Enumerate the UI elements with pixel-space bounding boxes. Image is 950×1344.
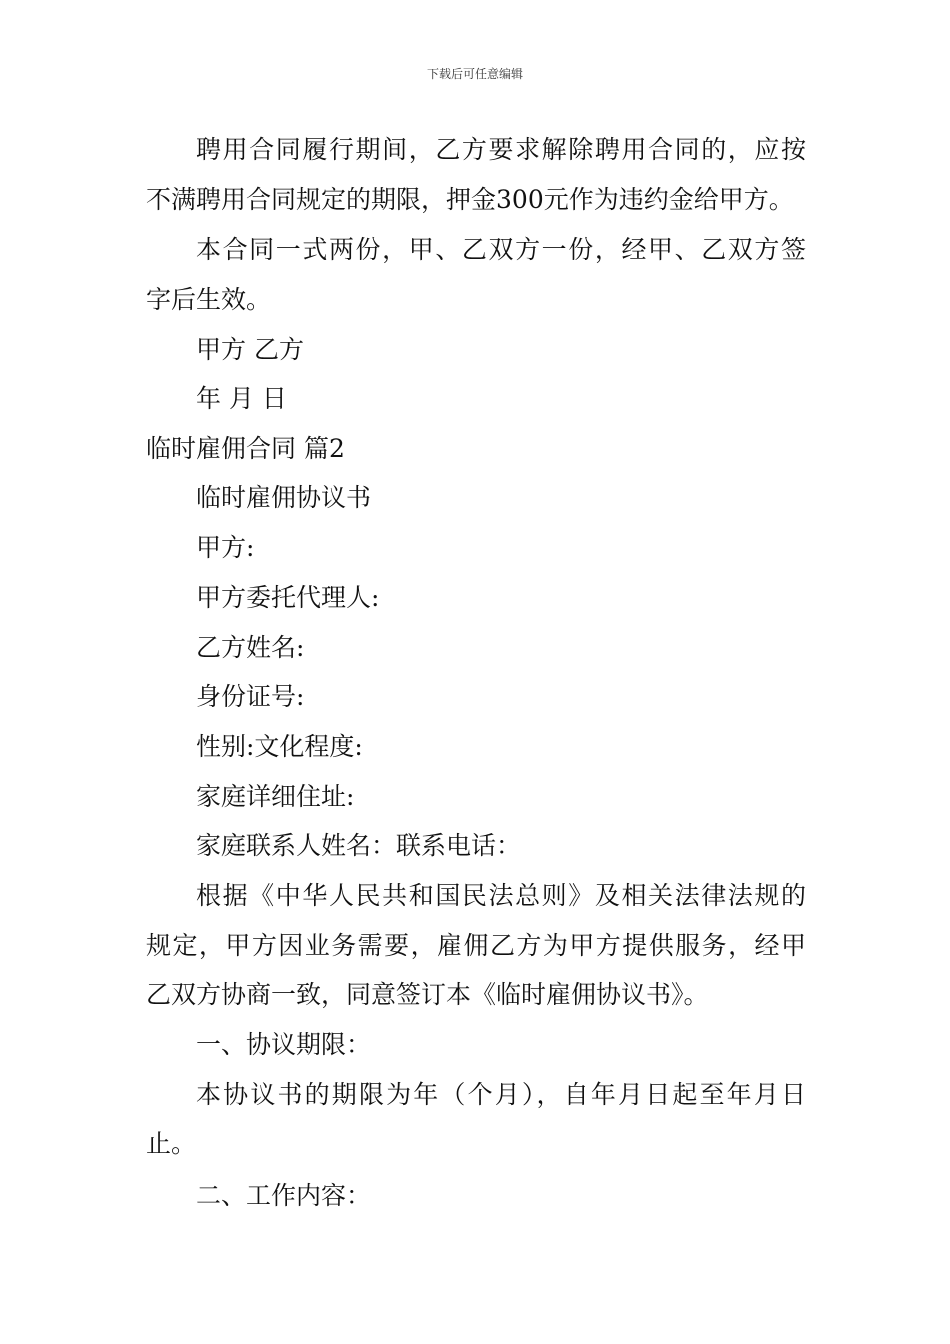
- field-family-contact: 家庭联系人姓名：联系电话：: [196, 831, 522, 860]
- clause-heading: 二、工作内容：: [196, 1181, 372, 1210]
- paragraph-line: 聘用合同履行期间，乙方要求解除聘用合同的，应按: [196, 135, 806, 164]
- clause-heading: 一、协议期限：: [196, 1030, 372, 1059]
- signature-date: 年 月 日: [196, 384, 287, 413]
- field-gender-education: 性别:文化程度:: [196, 732, 363, 761]
- paragraph-line: 规定，甲方因业务需要，雇佣乙方为甲方提供服务，经甲: [146, 931, 806, 960]
- field-id-number: 身份证号:: [196, 682, 305, 711]
- paragraph-line: 根据《中华人民共和国民法总则》及相关法律法规的: [196, 881, 806, 910]
- field-party-b-name: 乙方姓名:: [196, 633, 305, 662]
- signature-parties: 甲方 乙方: [196, 335, 304, 364]
- page-header-note: 下载后可任意编辑: [426, 67, 523, 81]
- paragraph-line: 本合同一式两份，甲、乙双方一份，经甲、乙双方签: [196, 235, 806, 264]
- paragraph-line: 止。: [146, 1129, 197, 1158]
- paragraph-line: 本协议书的期限为年（个月），自年月日起至年月日: [196, 1080, 806, 1109]
- paragraph-line: 不满聘用合同规定的期限，押金300元作为违约金给甲方。: [146, 185, 794, 214]
- field-home-address: 家庭详细住址:: [196, 782, 355, 811]
- paragraph-line: 字后生效。: [146, 285, 272, 314]
- field-agent: 甲方委托代理人:: [196, 583, 380, 612]
- document-title: 临时雇佣协议书: [196, 483, 372, 512]
- section-heading: 临时雇佣合同 篇2: [146, 434, 345, 463]
- paragraph-line: 乙双方协商一致，同意签订本《临时雇佣协议书》。: [146, 980, 709, 1009]
- field-party-a: 甲方:: [196, 533, 255, 562]
